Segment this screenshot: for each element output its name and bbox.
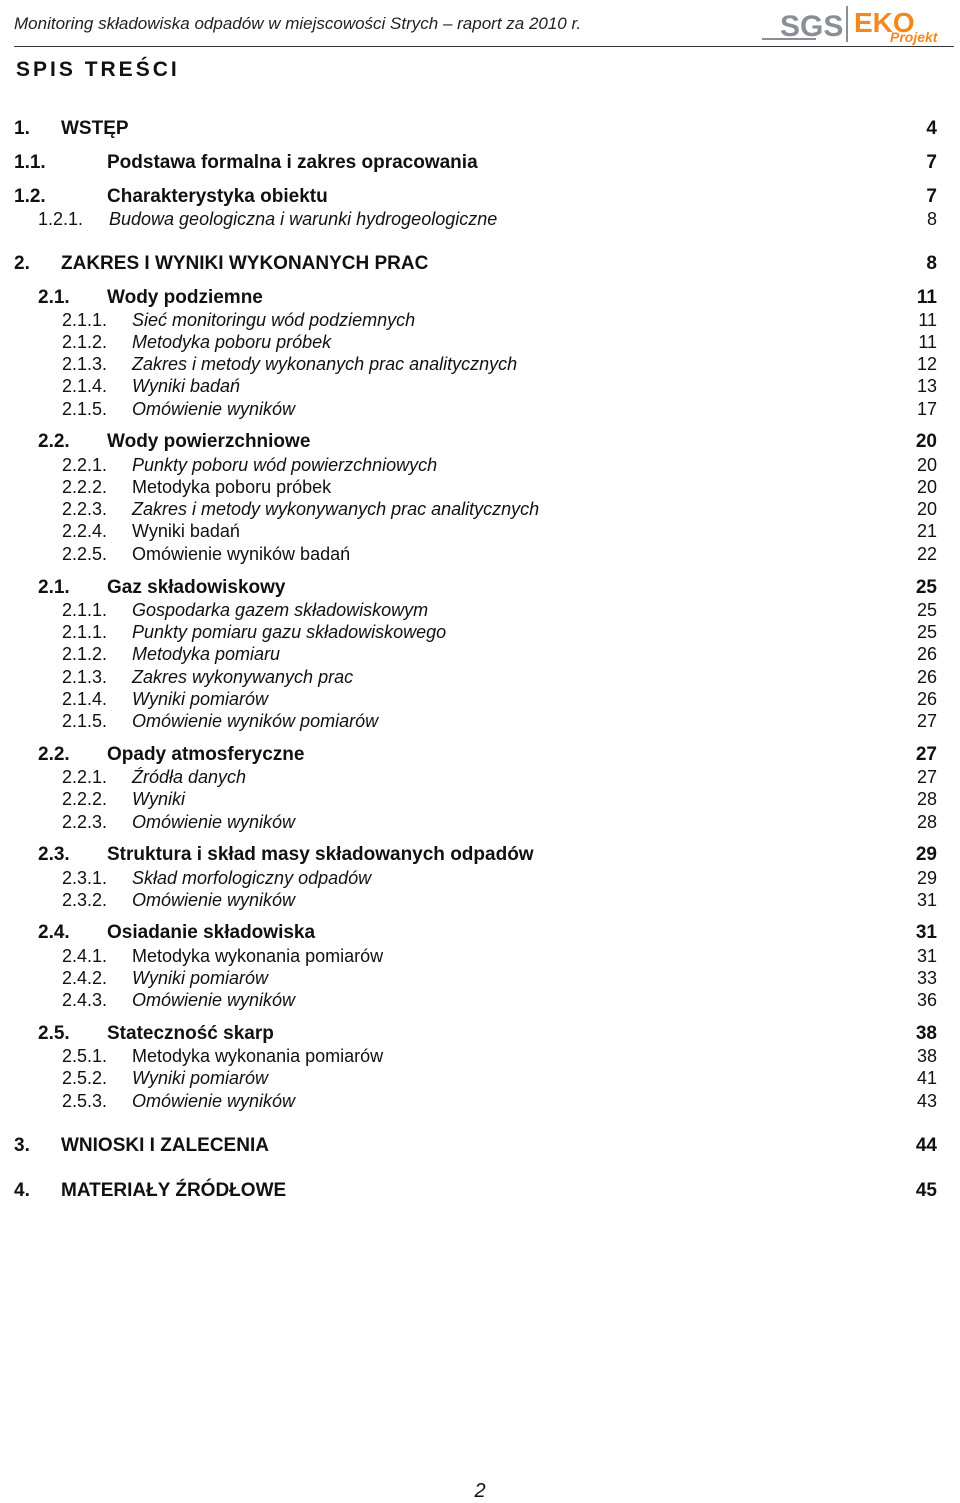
toc-entry[interactable] (0, 331, 960, 355)
toc-entry[interactable] (0, 543, 960, 567)
toc-label: Wyniki pomiarów (132, 968, 269, 988)
toc-number: 2.1.1. (62, 600, 108, 620)
toc-entry[interactable] (0, 989, 960, 1013)
toc-entry[interactable] (0, 621, 960, 645)
toc-number: 2.3. (38, 844, 70, 865)
toc-entry[interactable] (0, 353, 960, 377)
toc-page: 29 (915, 844, 937, 865)
toc-page: 26 (916, 644, 937, 664)
company-logo (762, 2, 954, 46)
toc-label: Podstawa formalna i zakres opracowania (107, 152, 478, 173)
toc-entry[interactable] (0, 744, 960, 768)
toc-number: 2.1. (38, 287, 70, 308)
toc-page: 7 (926, 186, 937, 207)
toc-page: 45 (915, 1180, 937, 1201)
toc-label: Budowa geologiczna i warunki hydrogeologiczne (109, 209, 498, 229)
toc-label: Omówienie wyników (132, 1091, 296, 1111)
toc-page: 25 (916, 622, 937, 642)
toc-page: 33 (916, 968, 937, 988)
toc-entry[interactable] (0, 577, 960, 601)
toc-label: WSTĘP (61, 118, 129, 139)
toc-label: Wody powierzchniowe (107, 431, 311, 452)
toc-label: Zakres wykonywanych prac (132, 667, 354, 687)
toc-page: 20 (916, 477, 937, 497)
toc-label: Wody podziemne (107, 287, 263, 308)
toc-number: 2.5.3. (62, 1091, 108, 1111)
toc-label: Charakterystyka obiektu (107, 186, 328, 207)
toc-number: 2.2.1. (62, 455, 108, 475)
toc-page: 25 (916, 600, 937, 620)
toc-number: 2.1.4. (62, 689, 108, 709)
toc-entry[interactable] (0, 1045, 960, 1069)
toc-entry[interactable] (0, 710, 960, 734)
toc-page: 26 (916, 667, 937, 687)
toc-number: 2.2. (38, 744, 70, 765)
toc-page: 31 (916, 890, 937, 910)
toc-entry[interactable] (0, 811, 960, 835)
logo-eko-text: EKO (854, 7, 915, 38)
toc-page: 26 (916, 689, 937, 709)
toc-page: 27 (916, 767, 937, 787)
toc-page: 41 (916, 1068, 937, 1088)
toc-entry[interactable] (0, 118, 960, 142)
toc-page: 44 (915, 1135, 937, 1156)
toc-entry[interactable] (0, 666, 960, 690)
toc-label: WNIOSKI I ZALECENIA (61, 1135, 269, 1156)
toc-number: 2.2.4. (62, 521, 108, 541)
toc-entry[interactable] (0, 643, 960, 667)
toc-label: Metodyka pomiaru (132, 644, 281, 664)
toc-number: 2.5.1. (62, 1046, 108, 1066)
toc-number: 2.1. (38, 577, 70, 598)
toc-number: 2.1.2. (62, 644, 108, 664)
toc-label: Sieć monitoringu wód podziemnych (132, 310, 416, 330)
header-divider (14, 46, 954, 47)
toc-entry[interactable] (0, 844, 960, 868)
toc-label: MATERIAŁY ŹRÓDŁOWE (61, 1180, 287, 1201)
toc-entry[interactable] (0, 375, 960, 399)
toc-number: 2.2.5. (62, 544, 108, 564)
toc-page: 20 (915, 431, 937, 452)
toc-label: Metodyka poboru próbek (132, 477, 332, 497)
toc-number: 2.2.2. (62, 477, 108, 497)
toc-page: 8 (926, 253, 937, 274)
toc-entry[interactable] (0, 967, 960, 991)
toc-entry[interactable] (0, 788, 960, 812)
toc-number: 2.1.5. (62, 711, 108, 731)
toc-page: 25 (915, 577, 937, 598)
toc-number: 2.5.2. (62, 1068, 108, 1088)
toc-page: 28 (916, 812, 937, 832)
toc-number: 2.3.1. (62, 868, 108, 888)
toc-label: Wyniki badań (132, 521, 240, 541)
toc-page: 38 (916, 1046, 937, 1066)
toc-number: 1.2.1. (38, 209, 84, 229)
toc-label: Opady atmosferyczne (107, 744, 305, 765)
toc-entry[interactable] (0, 287, 960, 311)
toc-page: 11 (918, 332, 937, 352)
toc-page: 4 (926, 118, 937, 139)
toc-page: 12 (916, 354, 937, 374)
page-number: 2 (474, 1480, 486, 1502)
toc-label: Wyniki (132, 789, 185, 809)
toc-number: 2.2.3. (62, 499, 108, 519)
toc-number: 2.4. (38, 922, 70, 943)
logo-projekt-text: Projekt (890, 29, 938, 45)
toc-label: Metodyka wykonania pomiarów (132, 1046, 384, 1066)
toc-page: 31 (916, 946, 937, 966)
toc-number: 2.1.1. (62, 310, 108, 330)
toc-page: 11 (918, 310, 937, 330)
toc-entry[interactable] (0, 208, 960, 232)
toc-label: Omówienie wyników (132, 812, 296, 832)
toc-entry[interactable] (0, 520, 960, 544)
toc-number: 1.1. (14, 152, 46, 173)
toc-number: 1. (14, 118, 30, 139)
toc-page: 13 (916, 376, 937, 396)
toc-entry[interactable] (0, 431, 960, 455)
toc-number: 2.4.1. (62, 946, 108, 966)
toc-number: 2.1.3. (62, 667, 108, 687)
toc-label: Metodyka poboru próbek (132, 332, 332, 352)
toc-number: 2.5. (38, 1023, 70, 1044)
toc-label: Gospodarka gazem składowiskowym (132, 600, 429, 620)
toc-label: Zakres i metody wykonywanych prac analitycznych (132, 499, 540, 519)
toc-label: ZAKRES I WYNIKI WYKONANYCH PRAC (61, 253, 429, 274)
toc-entry[interactable] (0, 152, 960, 176)
toc-entry[interactable] (0, 599, 960, 623)
toc-label: Źródła danych (132, 767, 247, 787)
toc-number: 2.4.3. (62, 990, 108, 1010)
toc-label: Omówienie wyników pomiarów (132, 711, 379, 731)
toc-page: 22 (916, 544, 937, 564)
toc-entry[interactable] (0, 186, 960, 210)
toc-label: Omówienie wyników (132, 990, 296, 1010)
toc-page: 27 (916, 711, 937, 731)
toc-label: Wyniki pomiarów (132, 1068, 269, 1088)
toc-page: 7 (926, 152, 937, 173)
toc-page: 29 (916, 868, 937, 888)
toc-label: Wyniki pomiarów (132, 689, 269, 709)
toc-number: 2.1.5. (62, 399, 108, 419)
logo-sgs-text: SGS (780, 10, 844, 43)
toc-label: Struktura i skład masy składowanych odpadów (107, 844, 534, 865)
toc-entry[interactable] (0, 889, 960, 913)
toc-page: 20 (916, 455, 937, 475)
toc-label: Omówienie wyników (132, 399, 296, 419)
toc-entry[interactable] (0, 766, 960, 790)
toc-number: 2.2.1. (62, 767, 108, 787)
toc-entry[interactable] (0, 1067, 960, 1091)
toc-entry[interactable] (0, 1090, 960, 1114)
toc-label: Osiadanie składowiska (107, 922, 316, 943)
toc-number: 2.1.2. (62, 332, 108, 352)
toc-label: Punkty poboru wód powierzchniowych (132, 455, 438, 475)
toc-number: 1.2. (14, 186, 46, 207)
toc-label: Skład morfologiczny odpadów (132, 868, 372, 888)
toc-entry[interactable] (0, 867, 960, 891)
toc-number: 2.2. (38, 431, 70, 452)
toc-label: Punkty pomiaru gazu składowiskowego (132, 622, 447, 642)
toc-entry[interactable] (0, 498, 960, 522)
toc-entry[interactable] (0, 1023, 960, 1047)
toc-entry[interactable] (0, 309, 960, 333)
toc-page: 36 (916, 990, 937, 1010)
toc-label: Metodyka wykonania pomiarów (132, 946, 384, 966)
toc-number: 2.2.2. (62, 789, 108, 809)
toc-number: 2.1.4. (62, 376, 108, 396)
toc-label: Omówienie wyników badań (132, 544, 351, 564)
toc-page: 21 (916, 521, 937, 541)
toc-page: 31 (915, 922, 937, 943)
header-title: Monitoring składowiska odpadów w miejscowości Strych – raport za 2010 r. (14, 14, 582, 33)
toc-entry[interactable] (0, 398, 960, 422)
toc-number: 2. (14, 253, 30, 274)
toc-heading: SPIS TREŚCI (16, 58, 180, 81)
toc-entry[interactable] (0, 922, 960, 946)
toc-page: 8 (926, 209, 937, 229)
page-header (0, 0, 960, 48)
toc-label: Zakres i metody wykonanych prac analitycznych (132, 354, 518, 374)
toc-entry[interactable] (0, 454, 960, 478)
toc-number: 2.4.2. (62, 968, 108, 988)
toc-label: Gaz składowiskowy (107, 577, 286, 598)
toc-page: 43 (916, 1091, 937, 1111)
toc-page: 38 (915, 1023, 937, 1044)
toc-page: 11 (916, 287, 937, 308)
toc-label: Wyniki badań (132, 376, 241, 396)
toc-page: 28 (916, 789, 937, 809)
toc-label: Stateczność skarp (107, 1023, 274, 1044)
toc-entry[interactable] (0, 688, 960, 712)
toc-entry[interactable] (0, 1135, 960, 1159)
toc-number: 3. (14, 1135, 30, 1156)
toc-label: Omówienie wyników (132, 890, 296, 910)
toc-entry[interactable] (0, 945, 960, 969)
toc-entry[interactable] (0, 253, 960, 277)
toc-entry[interactable] (0, 1180, 960, 1204)
toc-number: 2.2.3. (62, 812, 108, 832)
toc-page: 20 (916, 499, 937, 519)
toc-entry[interactable] (0, 476, 960, 500)
toc-number: 2.1.3. (62, 354, 108, 374)
toc-number: 2.3.2. (62, 890, 108, 910)
toc-page: 27 (915, 744, 937, 765)
toc-number: 4. (14, 1180, 30, 1201)
toc-number: 2.1.1. (62, 622, 108, 642)
toc-page: 17 (916, 399, 937, 419)
